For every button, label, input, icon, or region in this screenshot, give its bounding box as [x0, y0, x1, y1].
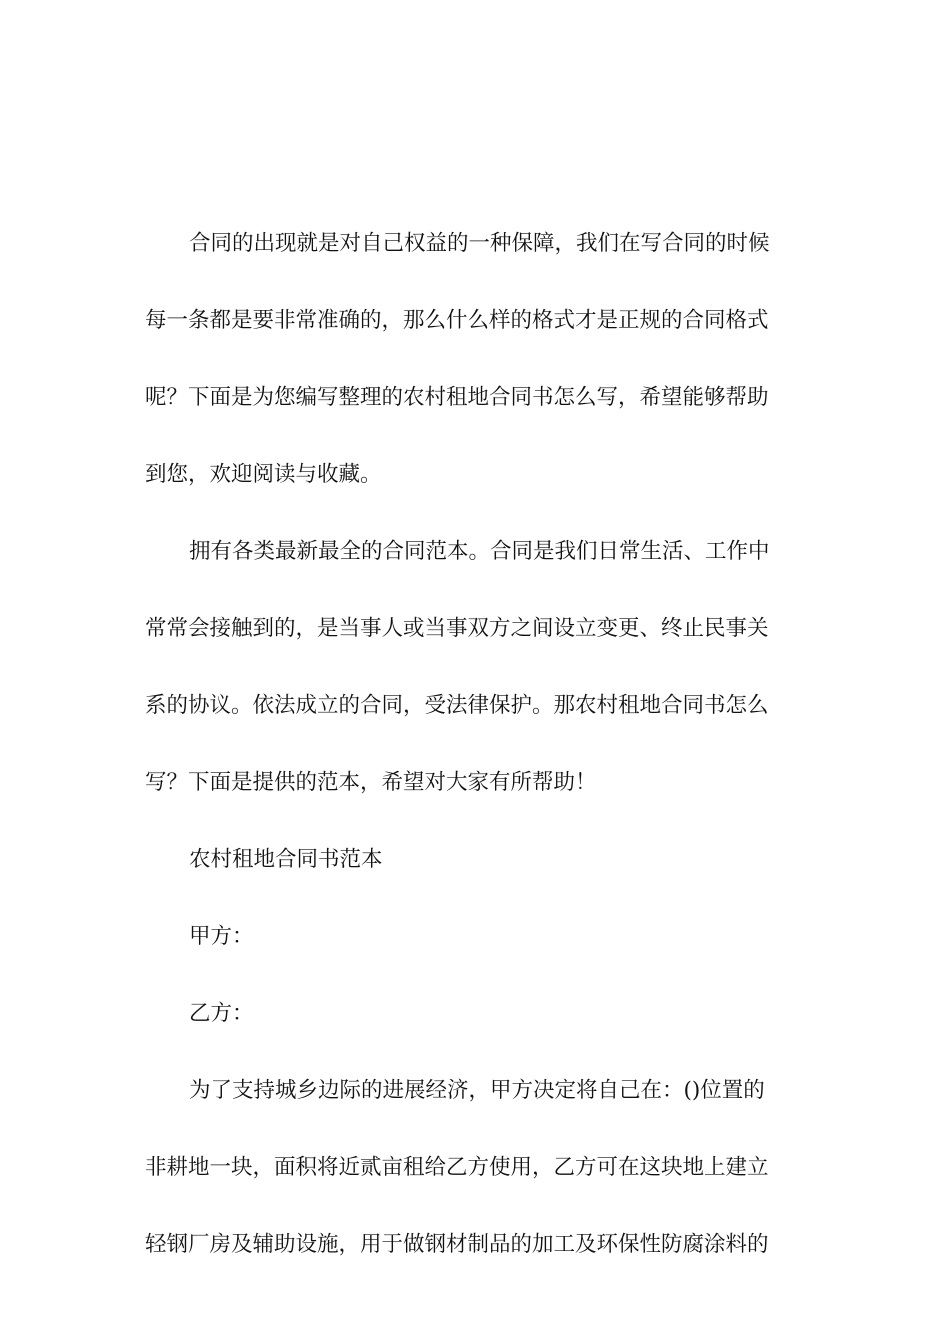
document-body — [145, 205, 795, 1283]
text-line: 系的协议。依法成立的合同，受法律保护。那农村租地合同书怎么 — [145, 693, 769, 718]
text-line: 合同的出现就是对自己权益的一种保障，我们在写合同的时候 — [189, 231, 770, 256]
text-line: 农村租地合同书范本 — [189, 847, 383, 872]
intro-paragraph — [145, 205, 795, 513]
text-line: 呢？下面是为您编写整理的农村租地合同书怎么写，希望能够帮助 — [145, 385, 769, 410]
background-paragraph — [145, 513, 795, 821]
text-line: 写？下面是提供的范本，希望对大家有所帮助！ — [145, 770, 597, 795]
text-line: 为了支持城乡边际的进展经济，甲方决定将自己在：()位置的 — [189, 1078, 765, 1103]
party-b-field — [145, 975, 795, 1052]
text-line: 常常会接触到的，是当事人或当事双方之间设立变更、终止民事关 — [145, 616, 769, 641]
text-line: 到您，欢迎阅读与收藏。 — [145, 462, 382, 487]
party-a-field — [145, 898, 795, 975]
text-line: 拥有各类最新最全的合同范本。合同是我们日常生活、工作中 — [189, 539, 770, 564]
text-line: 轻钢厂房及辅助设施，用于做钢材制品的加工及环保性防腐涂料的 — [145, 1232, 769, 1257]
template-title — [145, 821, 795, 898]
text-line: 每一条都是要非常准确的，那么什么样的格式才是正规的合同格式 — [145, 308, 769, 333]
text-line: 甲方： — [189, 924, 254, 949]
text-line: 非耕地一块，面积将近贰亩租给乙方使用，乙方可在这块地上建立 — [145, 1155, 769, 1180]
terms-paragraph — [145, 1052, 795, 1283]
text-line: 乙方： — [189, 1001, 254, 1026]
